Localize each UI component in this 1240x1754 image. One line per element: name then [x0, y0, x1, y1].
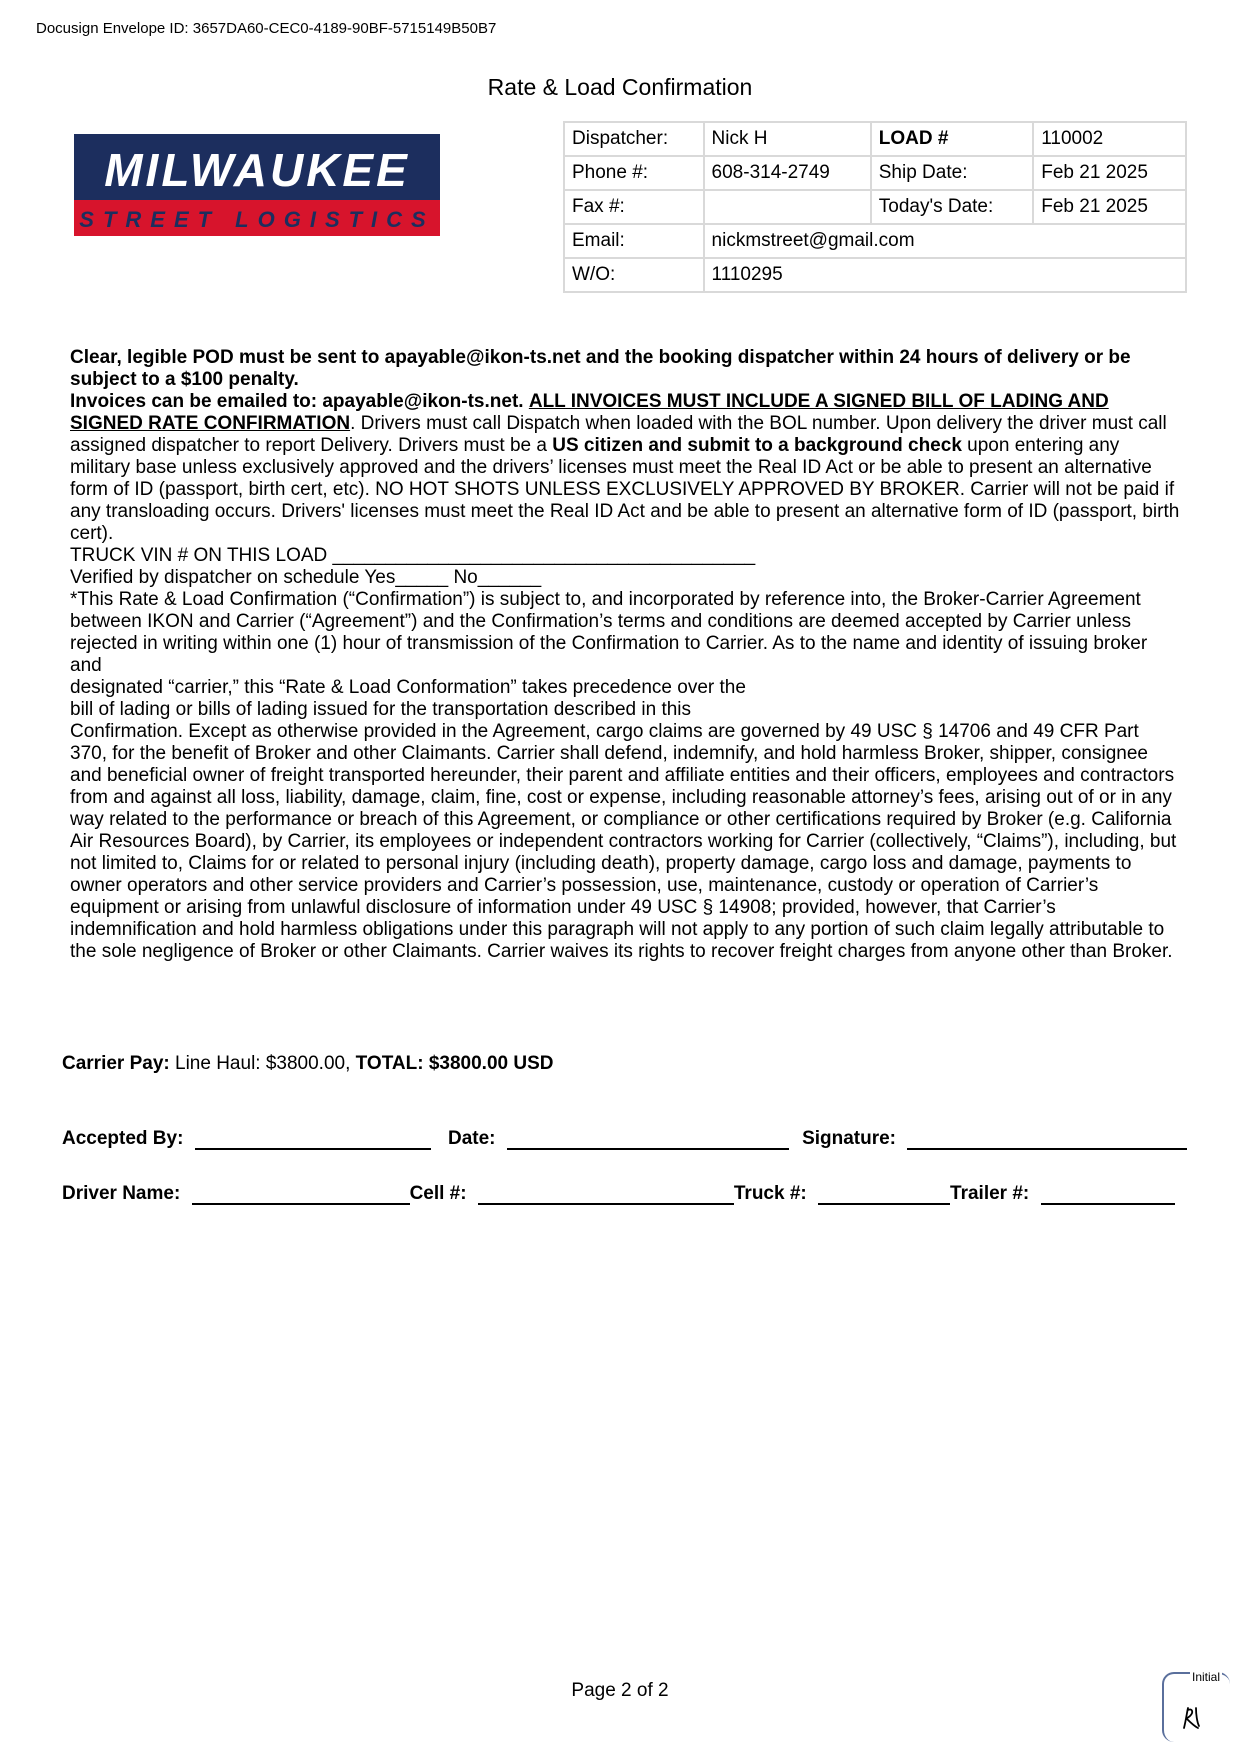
wo-value: 1110295: [704, 258, 1186, 292]
signature-label: Signature:: [802, 1128, 897, 1149]
trailer-field[interactable]: [1041, 1183, 1175, 1205]
confirmation-text-4: Confirmation. Except as otherwise provided in the Agreement, cargo claims are governed by 49 USC § 14706 and 49 CFR Part 370, for the benefit of Broker and other Claimants. Carrier shall defend, indemnify, and hold harmless Broker, shipper, consignee and beneficial owner of freight transported hereunder, their parent and affiliate entities and their officers, employees and contractors from and against all loss, liability, damage, claim, fine, cost or expense, including reasonable attorney’s fees, arising out of or in any way related to the performance or breach of this Agreement, or compliance or other certifications required by Broker (e.g. California Air Resources Board), by Carrier, its employees or independent contractors working for Carrier (collectively, “Claims”), including, but not limited to, Claims for or related to personal injury (including death), property damage, cargo loss and damage, payments to owner operators and other service providers and Carrier’s possession, use, maintenance, custody or operation of Carrier’s equipment or arising from unlawful disclosure of information under 49 USC § 14908; provided, however, that Carrier’s indemnification and hold harmless obligations under this paragraph will not apply to any portion of such claim legally attributable to the sole negligence of Broker or other Claimants. Carrier waives its rights to recover freight charges from anyone other than Broker.: [70, 721, 1177, 962]
signature-field[interactable]: [907, 1128, 1187, 1150]
driver-name-field[interactable]: [192, 1183, 410, 1205]
confirmation-text-1: *This Rate & Load Confirmation (“Confirmation”) is subject to, and incorporated by reference into, the Broker-Carrier Agreement between IKON and Carrier (“Agreement”) and the Confirmation’s terms and conditions are deemed accepted by Carrier unless rejected in writing within one (1) hour of transmission of the Confirmation to Carrier. As to the name and identity of issuing broker and: [70, 589, 1148, 676]
invoice-paragraph: [70, 391, 1180, 545]
cell-label: Cell #:: [409, 1183, 467, 1204]
svg-text:STREET LOGISTICS: STREET LOGISTICS: [79, 207, 435, 232]
confirmation-text-3: bill of lading or bills of lading issued for the transportation described in this: [70, 699, 692, 720]
invoice-requirement: ALL INVOICES MUST INCLUDE A SIGNED BILL OF LADING AND SIGNED RATE CONFIRMATION: [70, 391, 1109, 434]
initial-signature-mark: [1178, 1704, 1208, 1732]
page-number: Page 2 of 2: [571, 1680, 669, 1701]
accepted-by-label: Accepted By:: [62, 1128, 184, 1149]
ship-date-value: Feb 21 2025: [1033, 156, 1186, 190]
acceptance-row: [62, 1128, 1190, 1150]
date-label: Date:: [447, 1128, 496, 1149]
truck-vin: TRUCK VIN # ON THIS LOAD ________________________________________: [70, 545, 756, 566]
email-value: nickmstreet@gmail.com: [704, 224, 1186, 258]
line-haul: Line Haul: $3800.00,: [169, 1053, 356, 1074]
document-title: Rate & Load Confirmation: [487, 74, 753, 100]
carrier-pay: [62, 1053, 553, 1075]
driver-row: [62, 1183, 1190, 1205]
load-info-table: [563, 121, 1187, 293]
svg-text:MILWAUKEE: MILWAUKEE: [104, 144, 410, 196]
fax-value: [704, 190, 871, 224]
envelope-id: Docusign Envelope ID: 3657DA60-CEC0-4189-90BF-5715149B50B7: [36, 20, 497, 37]
carrier-pay-label: Carrier Pay:: [62, 1053, 170, 1074]
drivers-text: . Drivers must call Dispatch when loaded with the BOL number. Upon delivery the driver must call assigned dispatcher to report Delivery. Drivers must be a: [70, 413, 1167, 456]
phone-label: Phone #:: [564, 156, 704, 190]
dispatcher-value: Nick H: [704, 122, 871, 156]
wo-label: W/O:: [564, 258, 704, 292]
company-logo: [74, 134, 440, 236]
pod-notice: Clear, legible POD must be sent to apayable@ikon-ts.net and the booking dispatcher within 24 hours of delivery or be subject to a $100 penalty.: [70, 347, 1131, 390]
today-date-label: Today's Date:: [871, 190, 1033, 224]
ship-date-label: Ship Date:: [871, 156, 1033, 190]
confirmation-text-2: designated “carrier,” this “Rate & Load Conformation” takes precedence over the: [70, 677, 746, 698]
load-label: LOAD #: [871, 122, 1033, 156]
truck-label: Truck #:: [733, 1183, 807, 1204]
load-value: 110002: [1033, 122, 1186, 156]
initial-label: Initial: [1192, 1670, 1221, 1684]
trailer-label: Trailer #:: [950, 1183, 1030, 1204]
terms-section: [70, 347, 1180, 963]
verified-schedule: Verified by dispatcher on schedule Yes_____ No______: [70, 567, 542, 588]
fax-label: Fax #:: [564, 190, 704, 224]
phone-value: 608-314-2749: [704, 156, 871, 190]
date-field[interactable]: [507, 1128, 789, 1150]
military-text: upon entering any military base unless exclusively approved and the drivers’ licenses must meet the Real ID Act or be able to present an alternative form of ID (passport, birth cert, etc). NO HOT SHOTS UNLESS EXCLUSIVELY APPROVED BY BROKER. Carrier will not be paid if any transloading occurs. Drivers' licenses must meet the Real ID Act and be able to present an alternative form of ID (passport, birth cert).: [70, 435, 1180, 544]
cell-field[interactable]: [478, 1183, 734, 1205]
driver-name-label: Driver Name:: [62, 1183, 181, 1204]
us-citizen-text: US citizen and submit to a background check: [552, 435, 962, 456]
pay-total: TOTAL: $3800.00 USD: [355, 1053, 554, 1074]
invoice-prefix: Invoices can be emailed to: apayable@ikon-ts.net.: [70, 391, 524, 412]
today-date-value: Feb 21 2025: [1033, 190, 1186, 224]
truck-field[interactable]: [818, 1183, 950, 1205]
email-label: Email:: [564, 224, 704, 258]
accepted-by-field[interactable]: [195, 1128, 431, 1150]
dispatcher-label: Dispatcher:: [564, 122, 704, 156]
